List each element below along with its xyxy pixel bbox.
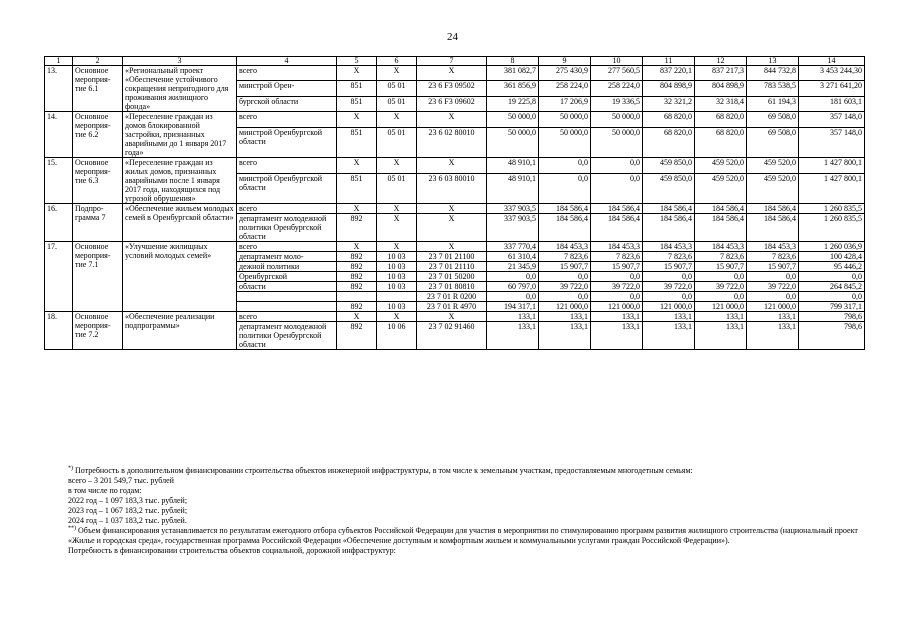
value-cell: 23 6 03 80010 bbox=[417, 173, 487, 203]
value-cell: 184 453,3 bbox=[539, 242, 591, 252]
value-cell: 194 317,1 bbox=[487, 302, 539, 312]
value-cell: 50 000,0 bbox=[591, 112, 643, 128]
executor-cell: департамент моло- bbox=[237, 252, 337, 262]
value-cell: 48 910,1 bbox=[487, 173, 539, 203]
value-cell: 783 538,5 bbox=[747, 81, 799, 96]
value-cell: 50 000,0 bbox=[539, 127, 591, 157]
value-cell: 60 797,0 bbox=[487, 282, 539, 292]
value-cell: 23 7 01 21100 bbox=[417, 252, 487, 262]
value-cell: X bbox=[417, 66, 487, 81]
value-cell: X bbox=[417, 312, 487, 322]
value-cell: 459 520,0 bbox=[747, 173, 799, 203]
value-cell: 337 903,5 bbox=[487, 214, 539, 242]
footnotes bbox=[58, 466, 858, 556]
value-cell: 19 225,8 bbox=[487, 96, 539, 111]
value-cell: 844 732,8 bbox=[747, 66, 799, 81]
row-number: 18. bbox=[45, 312, 73, 350]
value-cell: 804 898,9 bbox=[643, 81, 695, 96]
executor-cell: минстрой Оренбургской области bbox=[237, 173, 337, 203]
footnote-2 bbox=[58, 526, 858, 546]
value-cell: 10 06 bbox=[377, 322, 417, 350]
value-cell: 1 427 800,1 bbox=[799, 158, 865, 174]
value-cell: 15 907,7 bbox=[539, 262, 591, 272]
value-cell: 851 bbox=[337, 96, 377, 111]
value-cell: 0,0 bbox=[539, 292, 591, 302]
value-cell: 357 148,0 bbox=[799, 112, 865, 128]
executor-cell bbox=[237, 292, 337, 302]
executor-cell: всего bbox=[237, 312, 337, 322]
value-cell: X bbox=[337, 312, 377, 322]
footnote-1-total: всего – 3 201 549,7 тыс. рублей bbox=[68, 476, 174, 485]
value-cell: 39 722,0 bbox=[591, 282, 643, 292]
value-cell: 337 770,4 bbox=[487, 242, 539, 252]
value-cell: 0,0 bbox=[799, 272, 865, 282]
value-cell: X bbox=[417, 158, 487, 174]
value-cell: 21 345,9 bbox=[487, 262, 539, 272]
value-cell: 0,0 bbox=[591, 173, 643, 203]
activity-name: «Переселение граждан из домов блокированной застройки, признанных аварийными до 1 января 2017 года» bbox=[123, 112, 237, 158]
value-cell: 50 000,0 bbox=[539, 112, 591, 128]
value-cell: X bbox=[417, 214, 487, 242]
table-row bbox=[45, 158, 865, 174]
value-cell: 804 898,9 bbox=[695, 81, 747, 96]
value-cell: 0,0 bbox=[487, 272, 539, 282]
value-cell: 892 bbox=[337, 272, 377, 282]
value-cell: 1 260 036,9 bbox=[799, 242, 865, 252]
header-cell: 8 bbox=[487, 57, 539, 66]
value-cell: 23 7 02 91460 bbox=[417, 322, 487, 350]
value-cell: 133,1 bbox=[695, 312, 747, 322]
value-cell: 39 722,0 bbox=[747, 282, 799, 292]
footnote-1-y2023: 2023 год – 1 067 183,2 тыс. рублей; bbox=[68, 506, 188, 515]
activity-name: «Обеспечение реализации подпрограммы» bbox=[123, 312, 237, 350]
value-cell: 50 000,0 bbox=[487, 127, 539, 157]
value-cell: 48 910,1 bbox=[487, 158, 539, 174]
value-cell: 23 7 01 R 4970 bbox=[417, 302, 487, 312]
value-cell: 133,1 bbox=[487, 322, 539, 350]
value-cell: 258 224,0 bbox=[539, 81, 591, 96]
page-number: 24 bbox=[447, 31, 458, 43]
executor-cell: минстрой Орен- bbox=[237, 81, 337, 96]
value-cell: X bbox=[337, 242, 377, 252]
value-cell: 892 bbox=[337, 262, 377, 272]
value-cell: 133,1 bbox=[591, 312, 643, 322]
value-cell: 184 453,3 bbox=[643, 242, 695, 252]
value-cell: 121 000,0 bbox=[643, 302, 695, 312]
value-cell: X bbox=[377, 204, 417, 214]
table-row bbox=[45, 204, 865, 214]
value-cell: 798,6 bbox=[799, 322, 865, 350]
value-cell: 184 586,4 bbox=[695, 204, 747, 214]
value-cell: 275 430,9 bbox=[539, 66, 591, 81]
footnote-2-text: Объем финансирования устанавливается по результатам ежегодного отбора субъектов Российской Федерации для участия в мероприятии по стимулированию программ развития жилищного строительства (национальный проект «Жилье и городская среда», государственная программа Российской Федерации «Обеспечение доступным и комфортным жильем и коммунальными услугами граждан Российской Федерации»). bbox=[68, 526, 858, 545]
value-cell: 05 01 bbox=[377, 96, 417, 111]
value-cell: 184 586,4 bbox=[747, 204, 799, 214]
value-cell: 0,0 bbox=[643, 292, 695, 302]
value-cell: 121 000,0 bbox=[747, 302, 799, 312]
header-cell: 5 bbox=[337, 57, 377, 66]
header-cell: 6 bbox=[377, 57, 417, 66]
value-cell: 69 508,0 bbox=[747, 127, 799, 157]
value-cell: 23 7 01 50200 bbox=[417, 272, 487, 282]
value-cell: 133,1 bbox=[539, 312, 591, 322]
value-cell: 798,6 bbox=[799, 312, 865, 322]
value-cell: 357 148,0 bbox=[799, 127, 865, 157]
value-cell: 19 336,5 bbox=[591, 96, 643, 111]
value-cell: 61 310,4 bbox=[487, 252, 539, 262]
executor-cell: департамент молодежной политики Оренбургской области bbox=[237, 322, 337, 350]
value-cell: 0,0 bbox=[695, 272, 747, 282]
header-row bbox=[45, 57, 865, 66]
executor-cell: всего bbox=[237, 204, 337, 214]
executor-cell: Оренбургской bbox=[237, 272, 337, 282]
footnote-1 bbox=[58, 466, 858, 476]
value-cell: 32 318,4 bbox=[695, 96, 747, 111]
value-cell: 15 907,7 bbox=[643, 262, 695, 272]
value-cell: 381 082,7 bbox=[487, 66, 539, 81]
value-cell: 10 03 bbox=[377, 302, 417, 312]
value-cell: 799 317,1 bbox=[799, 302, 865, 312]
value-cell: 0,0 bbox=[487, 292, 539, 302]
value-cell: 459 520,0 bbox=[695, 158, 747, 174]
row-number: 15. bbox=[45, 158, 73, 204]
value-cell: 7 823,6 bbox=[747, 252, 799, 262]
value-cell: X bbox=[337, 66, 377, 81]
value-cell: 184 586,4 bbox=[591, 214, 643, 242]
activity-type: Подпро-грамма 7 bbox=[73, 204, 123, 242]
activity-name: «Обеспечение жильем молодых семей в Оренбургской области» bbox=[123, 204, 237, 242]
executor-cell bbox=[237, 302, 337, 312]
value-cell: 133,1 bbox=[695, 322, 747, 350]
executor-cell: бургской области bbox=[237, 96, 337, 111]
value-cell: X bbox=[377, 112, 417, 128]
header-cell: 12 bbox=[695, 57, 747, 66]
executor-cell: минстрой Оренбургской области bbox=[237, 127, 337, 157]
value-cell: 0,0 bbox=[747, 292, 799, 302]
budget-table bbox=[44, 56, 865, 350]
value-cell: 133,1 bbox=[591, 322, 643, 350]
value-cell: 23 7 01 21110 bbox=[417, 262, 487, 272]
value-cell: 184 586,4 bbox=[643, 214, 695, 242]
executor-cell: всего bbox=[237, 242, 337, 252]
value-cell: 95 446,2 bbox=[799, 262, 865, 272]
value-cell: 184 586,4 bbox=[643, 204, 695, 214]
value-cell bbox=[337, 292, 377, 302]
activity-type: Основное мероприя-тие 7.1 bbox=[73, 242, 123, 312]
header-cell: 7 bbox=[417, 57, 487, 66]
footnote-1-y2022: 2022 год – 1 097 183,3 тыс. рублей; bbox=[68, 496, 188, 505]
table-row bbox=[45, 242, 865, 252]
value-cell: 258 224,0 bbox=[591, 81, 643, 96]
table-body bbox=[45, 66, 865, 350]
header-cell: 9 bbox=[539, 57, 591, 66]
header-cell: 3 bbox=[123, 57, 237, 66]
value-cell: 32 321,2 bbox=[643, 96, 695, 111]
value-cell: 68 820,0 bbox=[643, 127, 695, 157]
activity-type: Основное мероприя-тие 7.2 bbox=[73, 312, 123, 350]
row-number: 17. bbox=[45, 242, 73, 312]
value-cell: 7 823,6 bbox=[643, 252, 695, 262]
value-cell: 1 260 835,5 bbox=[799, 204, 865, 214]
value-cell: 892 bbox=[337, 322, 377, 350]
activity-type: Основное мероприя-тие 6.1 bbox=[73, 66, 123, 112]
value-cell: X bbox=[337, 158, 377, 174]
value-cell: X bbox=[377, 66, 417, 81]
value-cell: 0,0 bbox=[747, 272, 799, 282]
value-cell: 184 453,3 bbox=[747, 242, 799, 252]
value-cell: X bbox=[417, 112, 487, 128]
value-cell: 39 722,0 bbox=[695, 282, 747, 292]
footnote-1-text: Потребность в дополнительном финансировании строительства объектов инженерной инфраструктуры, в том числе к земельным участкам, предоставляемым многодетным семьям: bbox=[75, 466, 693, 475]
header-cell: 2 bbox=[73, 57, 123, 66]
header-cell: 1 bbox=[45, 57, 73, 66]
value-cell: 892 bbox=[337, 214, 377, 242]
value-cell bbox=[377, 292, 417, 302]
value-cell: 133,1 bbox=[643, 322, 695, 350]
value-cell: 05 01 bbox=[377, 173, 417, 203]
value-cell: 892 bbox=[337, 302, 377, 312]
value-cell: 184 586,4 bbox=[695, 214, 747, 242]
value-cell: 68 820,0 bbox=[695, 127, 747, 157]
value-cell: 184 586,4 bbox=[591, 204, 643, 214]
value-cell: 05 01 bbox=[377, 81, 417, 96]
value-cell: 277 560,5 bbox=[591, 66, 643, 81]
value-cell: 50 000,0 bbox=[487, 112, 539, 128]
value-cell: 1 427 800,1 bbox=[799, 173, 865, 203]
value-cell: 184 586,4 bbox=[539, 204, 591, 214]
value-cell: 892 bbox=[337, 282, 377, 292]
row-number: 13. bbox=[45, 66, 73, 112]
value-cell: 892 bbox=[337, 252, 377, 262]
value-cell: 39 722,0 bbox=[643, 282, 695, 292]
value-cell: X bbox=[377, 312, 417, 322]
footnote-1-incl: в том числе по годам: bbox=[68, 486, 142, 495]
activity-type: Основное мероприя-тие 6.2 bbox=[73, 112, 123, 158]
header-cell: 13 bbox=[747, 57, 799, 66]
table-row bbox=[45, 112, 865, 128]
activity-name: «Региональный проект «Обеспечение устойчивого сокращения непригодного для проживания жилищного фонда» bbox=[123, 66, 237, 112]
value-cell: 100 428,4 bbox=[799, 252, 865, 262]
value-cell: 10 03 bbox=[377, 272, 417, 282]
row-number: 16. bbox=[45, 204, 73, 242]
value-cell: 0,0 bbox=[591, 158, 643, 174]
value-cell: 851 bbox=[337, 173, 377, 203]
value-cell: 7 823,6 bbox=[539, 252, 591, 262]
value-cell: 0,0 bbox=[695, 292, 747, 302]
value-cell: X bbox=[377, 242, 417, 252]
value-cell: 23 7 01 R 0200 bbox=[417, 292, 487, 302]
value-cell: 0,0 bbox=[591, 272, 643, 282]
value-cell: 133,1 bbox=[747, 322, 799, 350]
value-cell: 133,1 bbox=[539, 322, 591, 350]
value-cell: 133,1 bbox=[747, 312, 799, 322]
value-cell: 10 03 bbox=[377, 252, 417, 262]
value-cell: 50 000,0 bbox=[591, 127, 643, 157]
value-cell: X bbox=[417, 242, 487, 252]
value-cell: 23 6 02 80010 bbox=[417, 127, 487, 157]
value-cell: 69 508,0 bbox=[747, 112, 799, 128]
value-cell: 184 453,3 bbox=[591, 242, 643, 252]
value-cell: 133,1 bbox=[487, 312, 539, 322]
value-cell: 459 850,0 bbox=[643, 158, 695, 174]
executor-cell: дежной политики bbox=[237, 262, 337, 272]
activity-name: «Переселение граждан из жилых домов, признанных аварийными после 1 января 2017 года, находящихся под угрозой обрушения» bbox=[123, 158, 237, 204]
value-cell: 184 586,4 bbox=[539, 214, 591, 242]
table-row bbox=[45, 312, 865, 322]
value-cell: 837 217,3 bbox=[695, 66, 747, 81]
value-cell: 181 603,1 bbox=[799, 96, 865, 111]
value-cell: 851 bbox=[337, 127, 377, 157]
value-cell: 0,0 bbox=[591, 292, 643, 302]
row-number: 14. bbox=[45, 112, 73, 158]
value-cell: 851 bbox=[337, 81, 377, 96]
value-cell: 0,0 bbox=[799, 292, 865, 302]
value-cell: 7 823,6 bbox=[591, 252, 643, 262]
value-cell: 0,0 bbox=[643, 272, 695, 282]
value-cell: 23 6 F3 09502 bbox=[417, 81, 487, 96]
header-cell: 11 bbox=[643, 57, 695, 66]
value-cell: 133,1 bbox=[643, 312, 695, 322]
activity-name: «Улучшение жилищных условий молодых семей» bbox=[123, 242, 237, 312]
executor-cell: всего bbox=[237, 158, 337, 174]
value-cell: 23 6 F3 09602 bbox=[417, 96, 487, 111]
value-cell: 184 586,4 bbox=[747, 214, 799, 242]
header-cell: 10 bbox=[591, 57, 643, 66]
value-cell: 7 823,6 bbox=[695, 252, 747, 262]
value-cell: X bbox=[337, 204, 377, 214]
value-cell: 459 850,0 bbox=[643, 173, 695, 203]
value-cell: 121 000,0 bbox=[539, 302, 591, 312]
value-cell: 0,0 bbox=[539, 272, 591, 282]
value-cell: 15 907,7 bbox=[591, 262, 643, 272]
value-cell: 264 845,2 bbox=[799, 282, 865, 292]
value-cell: 05 01 bbox=[377, 127, 417, 157]
value-cell: 1 260 835,5 bbox=[799, 214, 865, 242]
activity-type: Основное мероприя-тие 6.3 bbox=[73, 158, 123, 204]
header-cell: 4 bbox=[237, 57, 337, 66]
value-cell: 15 907,7 bbox=[747, 262, 799, 272]
value-cell: 459 520,0 bbox=[747, 158, 799, 174]
value-cell: 10 03 bbox=[377, 262, 417, 272]
footnote-2-mark: **) bbox=[68, 525, 76, 532]
value-cell: X bbox=[417, 204, 487, 214]
value-cell: 459 520,0 bbox=[695, 173, 747, 203]
executor-cell: департамент молодежной политики Оренбургской области bbox=[237, 214, 337, 242]
value-cell: 0,0 bbox=[539, 173, 591, 203]
value-cell: X bbox=[377, 214, 417, 242]
value-cell: 121 000,0 bbox=[695, 302, 747, 312]
value-cell: 68 820,0 bbox=[643, 112, 695, 128]
value-cell: 23 7 01 80810 bbox=[417, 282, 487, 292]
footnote-3: Потребность в финансировании строительства объектов социальной, дорожной инфраструктур: bbox=[68, 546, 396, 555]
value-cell: 0,0 bbox=[539, 158, 591, 174]
value-cell: 361 856,9 bbox=[487, 81, 539, 96]
value-cell: 10 03 bbox=[377, 282, 417, 292]
value-cell: 17 206,9 bbox=[539, 96, 591, 111]
value-cell: 121 000,0 bbox=[591, 302, 643, 312]
value-cell: 39 722,0 bbox=[539, 282, 591, 292]
value-cell: X bbox=[377, 158, 417, 174]
footnote-1-mark: *) bbox=[68, 465, 73, 472]
executor-cell: всего bbox=[237, 112, 337, 128]
value-cell: 15 907,7 bbox=[695, 262, 747, 272]
value-cell: 3 453 244,30 bbox=[799, 66, 865, 81]
footnote-1-y2024: 2024 год – 1 037 183,2 тыс. рублей. bbox=[68, 516, 187, 525]
value-cell: 837 220,1 bbox=[643, 66, 695, 81]
value-cell: X bbox=[337, 112, 377, 128]
header-cell: 14 bbox=[799, 57, 865, 66]
value-cell: 61 194,3 bbox=[747, 96, 799, 111]
value-cell: 3 271 641,20 bbox=[799, 81, 865, 96]
value-cell: 337 903,5 bbox=[487, 204, 539, 214]
value-cell: 184 453,3 bbox=[695, 242, 747, 252]
executor-cell: всего bbox=[237, 66, 337, 81]
executor-cell: области bbox=[237, 282, 337, 292]
value-cell: 68 820,0 bbox=[695, 112, 747, 128]
table-row bbox=[45, 66, 865, 81]
